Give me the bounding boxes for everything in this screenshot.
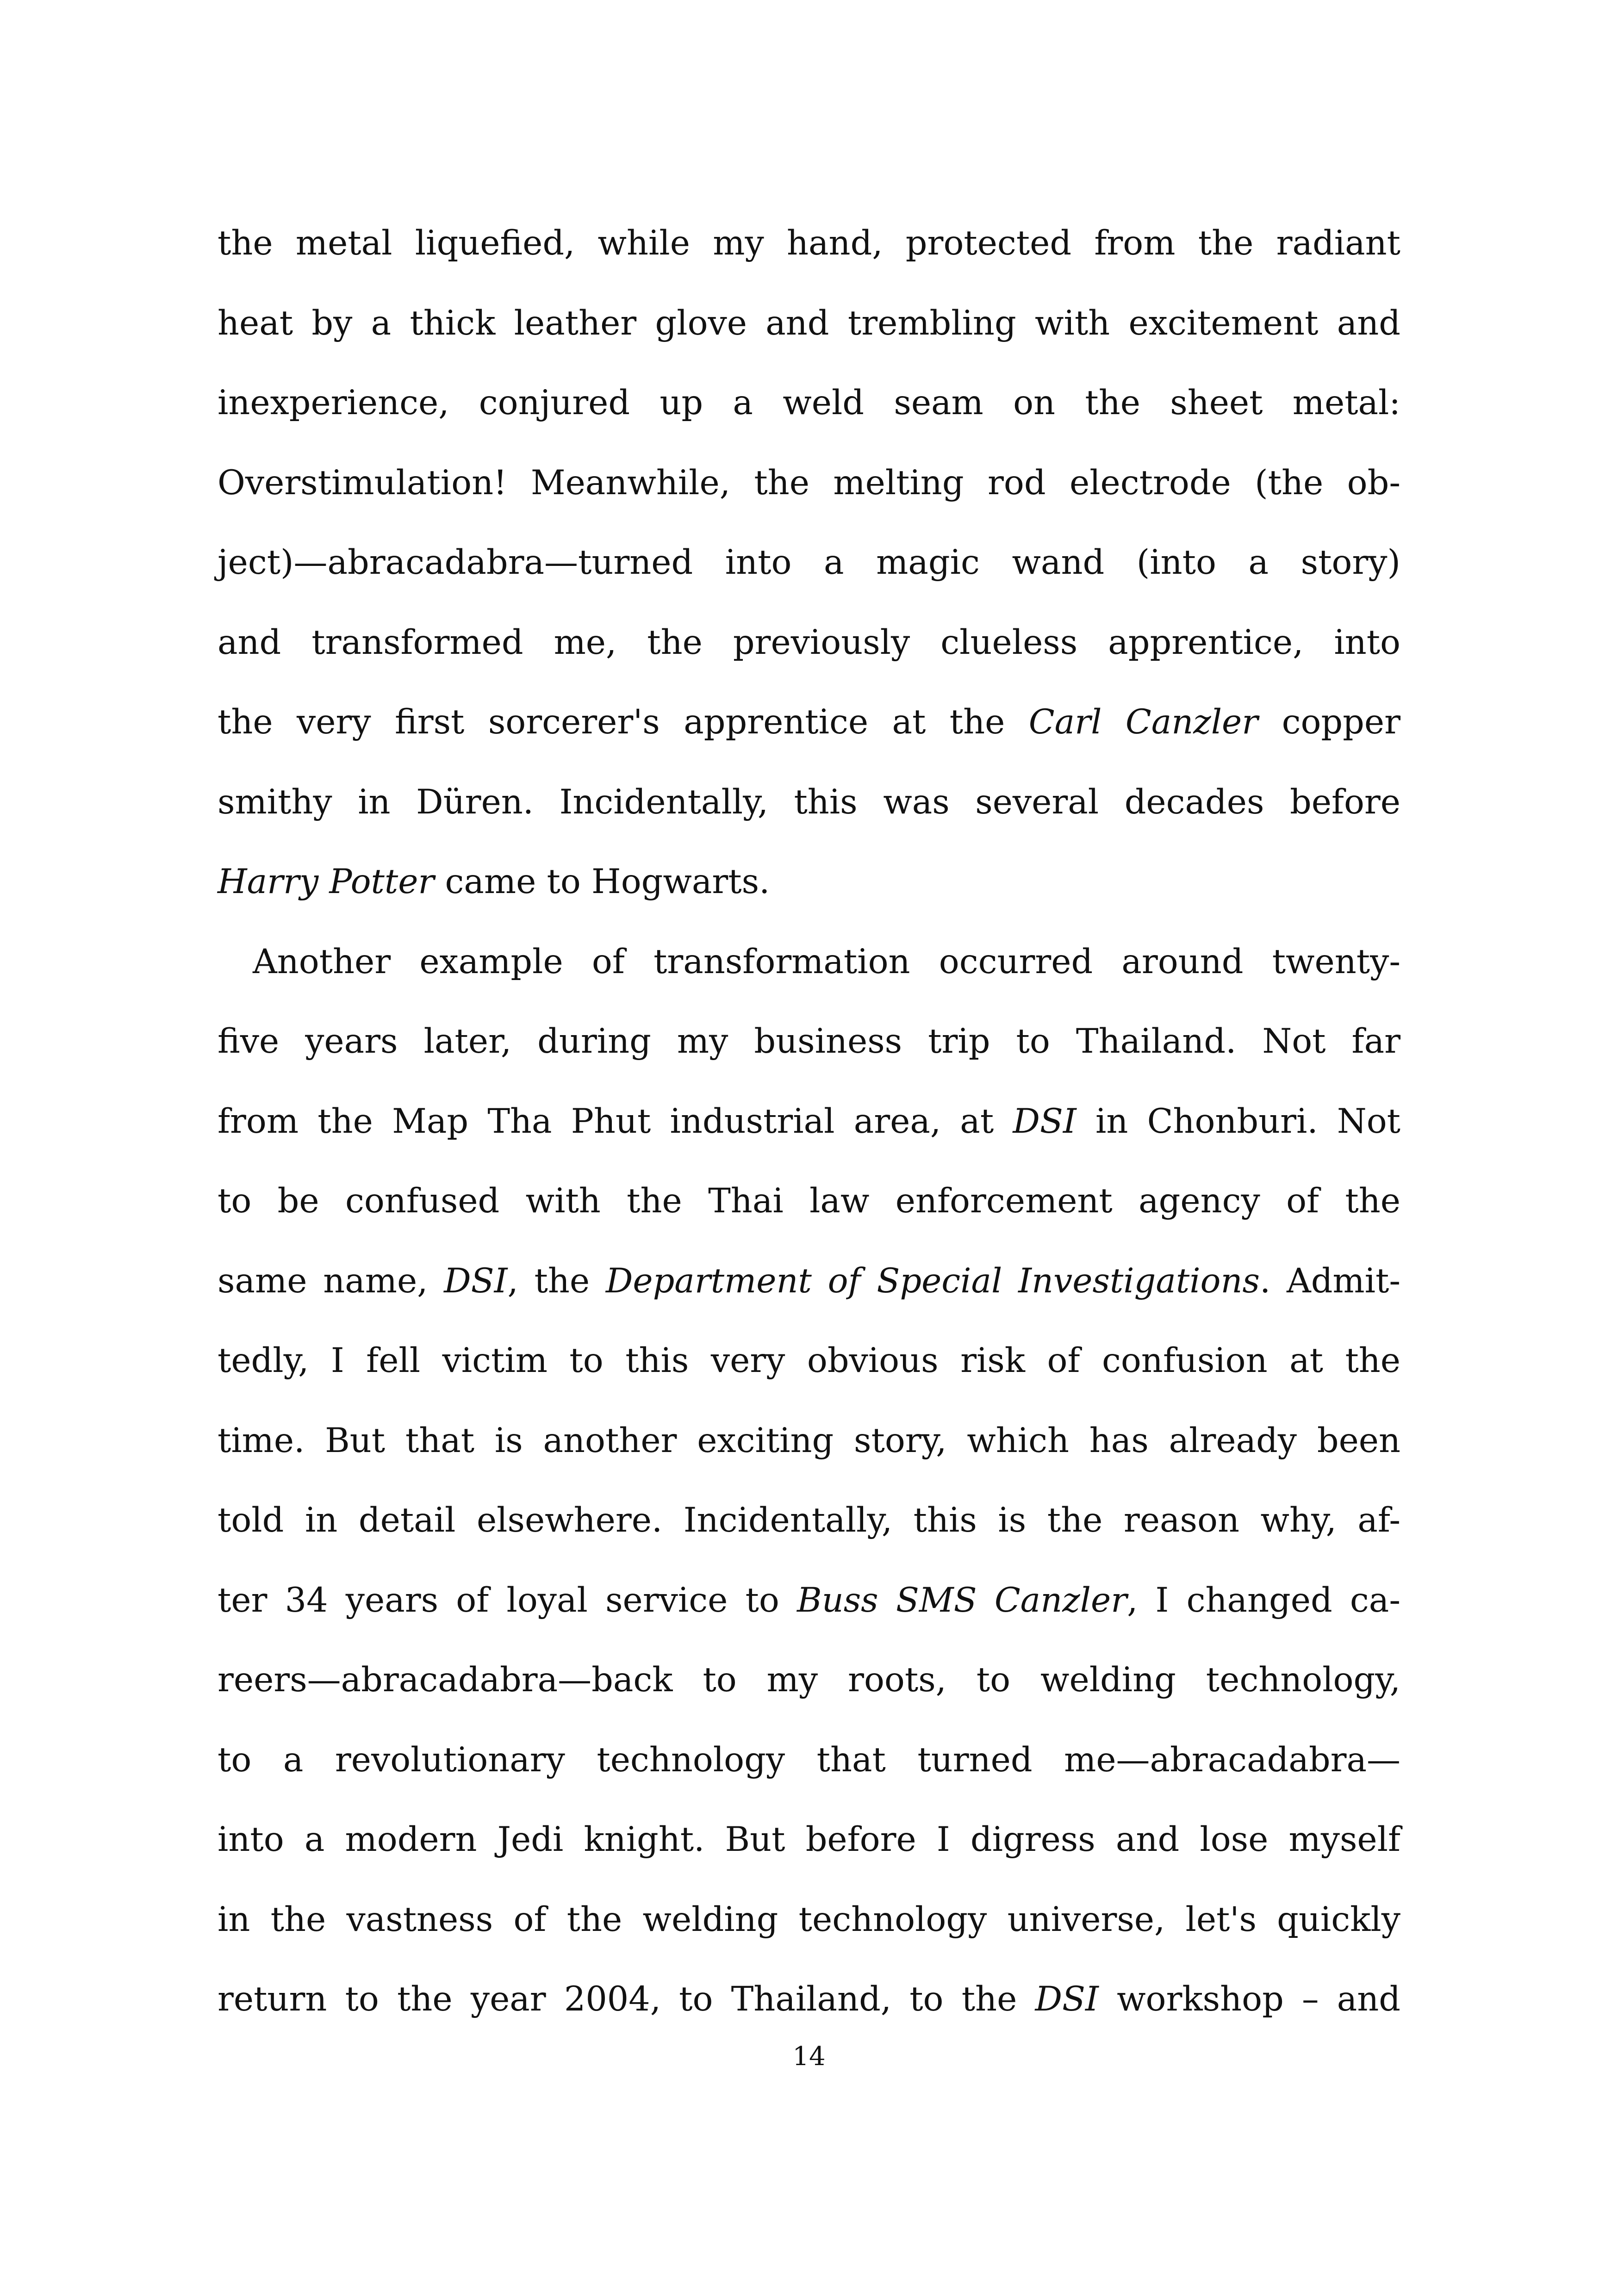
text-line — [218, 1002, 1400, 1082]
text-run: tedly, I fell victim to this very obvious risk of confusion at the — [218, 1341, 1400, 1380]
text-run: Overstimulation! Meanwhile, the melting rod electrode (the ob- — [218, 463, 1400, 503]
text-line — [218, 603, 1400, 683]
text-run: to a revolutionary technology that turned me—abracadabra— — [218, 1740, 1400, 1780]
text-run: the very first sorcerer's apprentice at the — [218, 702, 1029, 742]
text-run: , I changed ca- — [1127, 1580, 1400, 1620]
text-line — [218, 1082, 1400, 1162]
text-run: same name, — [218, 1261, 444, 1301]
text-run: told in detail elsewhere. Incidentally, this is the reason why, af- — [218, 1501, 1400, 1540]
text-line — [218, 1481, 1400, 1561]
text-run: to be confused with the Thai law enforcement agency of the — [218, 1181, 1400, 1221]
italic-text: Department of Special Investigations — [605, 1261, 1260, 1301]
text-run: time. But that is another exciting story, which has already been — [218, 1421, 1400, 1460]
paragraph — [218, 922, 1400, 2040]
text-line — [218, 363, 1400, 443]
text-run: came to Hogwarts. — [434, 862, 770, 901]
text-line — [218, 1640, 1400, 1720]
text-run: into a modern Jedi knight. But before I digress and lose myself — [218, 1820, 1400, 1859]
text-run: . Admit- — [1259, 1261, 1400, 1301]
text-line — [218, 683, 1400, 763]
text-line — [218, 1561, 1400, 1641]
text-run: five years later, during my business trip to Thailand. Not far — [218, 1022, 1400, 1061]
text-line — [218, 443, 1400, 523]
text-line — [218, 763, 1400, 843]
text-line — [218, 842, 1400, 922]
text-run: , the — [507, 1261, 606, 1301]
text-line — [218, 1800, 1400, 1880]
italic-text: Harry Potter — [218, 862, 435, 901]
italic-text: Buss SMS Canzler — [797, 1580, 1127, 1620]
text-run: smithy in Düren. Incidentally, this was several decades before — [218, 782, 1400, 822]
text-run: copper — [1258, 702, 1400, 742]
italic-text: Carl Canzler — [1028, 702, 1258, 742]
text-run: return to the year 2004, to Thailand, to the — [218, 1980, 1035, 2019]
body-text — [218, 204, 1400, 2040]
italic-text: DSI — [444, 1261, 508, 1301]
text-run: reers—abracadabra—back to my roots, to welding technology, — [218, 1660, 1400, 1700]
text-line — [218, 1720, 1400, 1800]
text-run: the metal liquefied, while my hand, protected from the radiant — [218, 223, 1400, 263]
text-run: from the Map Tha Phut industrial area, at — [218, 1101, 1013, 1141]
text-line — [218, 1880, 1400, 1960]
text-run: ject)—abracadabra—turned into a magic wand (into a story) — [218, 543, 1400, 582]
text-line — [218, 1161, 1400, 1241]
text-run: in the vastness of the welding technology universe, let's quickly — [218, 1899, 1400, 1939]
italic-text: DSI — [1035, 1980, 1099, 2019]
text-line — [218, 1960, 1400, 2040]
italic-text: DSI — [1013, 1101, 1077, 1141]
text-run: and transformed me, the previously clueless apprentice, into — [218, 622, 1400, 662]
paragraph — [218, 204, 1400, 922]
text-line — [218, 922, 1400, 1002]
text-run: workshop – and — [1098, 1980, 1400, 2019]
text-run: inexperience, conjured up a weld seam on the sheet metal: — [218, 383, 1400, 422]
text-run: heat by a thick leather glove and trembling with excitement and — [218, 303, 1400, 343]
text-run: in Chonburi. Not — [1076, 1101, 1400, 1141]
text-run: Another example of transformation occurred around twenty- — [253, 942, 1400, 981]
text-line — [218, 284, 1400, 364]
text-line — [218, 1241, 1400, 1322]
page-number: 14 — [792, 2042, 826, 2072]
text-line — [218, 1321, 1400, 1401]
text-run: ter 34 years of loyal service to — [218, 1580, 797, 1620]
text-line — [218, 204, 1400, 284]
text-line — [218, 1401, 1400, 1481]
text-line — [218, 523, 1400, 603]
